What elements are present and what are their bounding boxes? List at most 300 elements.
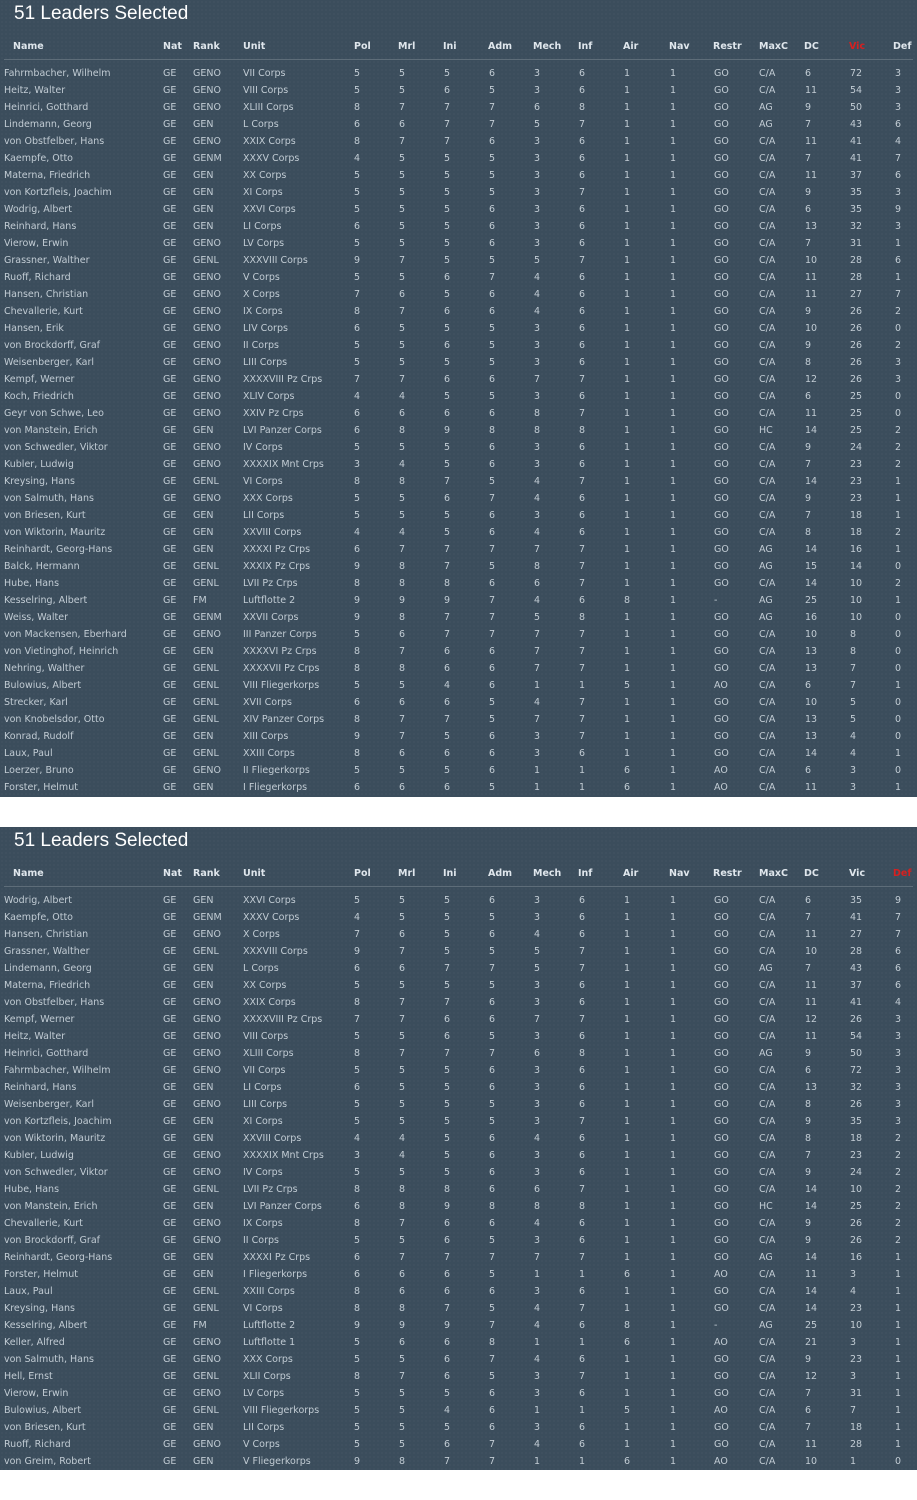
cell-inf: 6 xyxy=(579,238,586,249)
cell-dc: 11 xyxy=(805,170,818,181)
column-header-vic[interactable]: Vic xyxy=(849,868,866,879)
cell-pol: 6 xyxy=(354,963,361,974)
column-header-mech[interactable]: Mech xyxy=(533,868,562,879)
table-row[interactable] xyxy=(0,1455,917,1472)
column-header-air[interactable]: Air xyxy=(623,41,639,52)
column-header-ini[interactable]: Ini xyxy=(443,41,457,52)
table-row[interactable] xyxy=(0,543,917,560)
cell-air: 1 xyxy=(624,476,631,487)
cell-vic: 28 xyxy=(850,272,863,283)
cell-pol: 5 xyxy=(354,1031,361,1042)
cell-restr: GO xyxy=(714,204,729,215)
cell-adm: 5 xyxy=(489,391,496,402)
table-row[interactable] xyxy=(0,492,917,509)
cell-unit: X Corps xyxy=(243,929,280,940)
cell-restr: GO xyxy=(714,544,729,555)
table-row[interactable] xyxy=(0,1030,917,1047)
cell-name: Reinhardt, Georg-Hans xyxy=(4,544,113,555)
cell-restr: GO xyxy=(714,1099,729,1110)
column-header-def[interactable]: Def xyxy=(893,41,912,52)
cell-restr: GO xyxy=(714,476,729,487)
cell-nat: GE xyxy=(163,187,177,198)
cell-name: Reinhardt, Georg-Hans xyxy=(4,1252,113,1263)
table-row[interactable] xyxy=(0,441,917,458)
cell-nav: 1 xyxy=(670,340,677,351)
column-header-rank[interactable]: Rank xyxy=(193,868,220,879)
cell-nat: GE xyxy=(163,748,177,759)
column-header-adm[interactable]: Adm xyxy=(488,41,513,52)
cell-air: 1 xyxy=(624,1235,631,1246)
table-row[interactable] xyxy=(0,526,917,543)
cell-air: 1 xyxy=(624,374,631,385)
table-row[interactable] xyxy=(0,1149,917,1166)
cell-restr: GO xyxy=(714,714,729,725)
cell-adm: 6 xyxy=(489,646,496,657)
header-divider xyxy=(4,886,913,887)
table-row[interactable] xyxy=(0,594,917,611)
table-row[interactable] xyxy=(0,1064,917,1081)
cell-ini: 5 xyxy=(444,765,451,776)
table-row[interactable] xyxy=(0,577,917,594)
table-row[interactable] xyxy=(0,1115,917,1132)
column-header-ini[interactable]: Ini xyxy=(443,868,457,879)
cell-nav: 1 xyxy=(670,153,677,164)
cell-restr: GO xyxy=(714,1286,729,1297)
cell-pol: 6 xyxy=(354,425,361,436)
cell-unit: XIII Corps xyxy=(243,731,289,742)
column-header-maxc[interactable]: MaxC xyxy=(759,868,788,879)
cell-air: 1 xyxy=(624,697,631,708)
cell-mrl: 8 xyxy=(399,1201,406,1212)
cell-def: 6 xyxy=(895,963,902,974)
table-row[interactable] xyxy=(0,186,917,203)
table-row[interactable] xyxy=(0,1234,917,1251)
table-row[interactable] xyxy=(0,1319,917,1336)
table-row[interactable] xyxy=(0,305,917,322)
cell-nav: 1 xyxy=(670,493,677,504)
cell-restr: GO xyxy=(714,1252,729,1263)
cell-pol: 6 xyxy=(354,544,361,555)
table-row[interactable] xyxy=(0,1183,917,1200)
table-row[interactable] xyxy=(0,1421,917,1438)
cell-name: von Greim, Robert xyxy=(4,1456,91,1467)
column-header-name[interactable]: Name xyxy=(13,41,44,52)
cell-def: 2 xyxy=(895,459,902,470)
cell-pol: 8 xyxy=(354,1303,361,1314)
cell-air: 1 xyxy=(624,1184,631,1195)
cell-inf: 6 xyxy=(579,1388,586,1399)
cell-mech: 6 xyxy=(534,102,541,113)
column-header-rank[interactable]: Rank xyxy=(193,41,220,52)
cell-nav: 1 xyxy=(670,323,677,334)
table-row[interactable] xyxy=(0,288,917,305)
cell-inf: 7 xyxy=(579,629,586,640)
column-header-nav[interactable]: Nav xyxy=(669,41,690,52)
cell-vic: 54 xyxy=(850,1031,863,1042)
cell-mrl: 7 xyxy=(399,544,406,555)
cell-maxc: C/A xyxy=(759,153,776,164)
cell-nat: GE xyxy=(163,663,177,674)
cell-nat: GE xyxy=(163,1167,177,1178)
cell-dc: 8 xyxy=(805,357,812,368)
table-row[interactable] xyxy=(0,996,917,1013)
cell-adm: 6 xyxy=(489,68,496,79)
cell-adm: 7 xyxy=(489,102,496,113)
cell-mrl: 7 xyxy=(399,306,406,317)
cell-vic: 25 xyxy=(850,408,863,419)
cell-adm: 5 xyxy=(489,357,496,368)
table-row[interactable] xyxy=(0,611,917,628)
cell-nat: GE xyxy=(163,1116,177,1127)
table-row[interactable] xyxy=(0,747,917,764)
column-header-unit[interactable]: Unit xyxy=(243,868,266,879)
cell-rank: GEN xyxy=(193,731,214,742)
column-header-def[interactable]: Def xyxy=(893,868,912,879)
table-row[interactable] xyxy=(0,152,917,169)
table-row[interactable] xyxy=(0,356,917,373)
cell-name: Geyr von Schwe, Leo xyxy=(4,408,104,419)
table-row[interactable] xyxy=(0,713,917,730)
cell-restr: GO xyxy=(714,946,729,957)
table-row[interactable] xyxy=(0,169,917,186)
cell-restr: GO xyxy=(714,289,729,300)
cell-inf: 7 xyxy=(579,646,586,657)
cell-nat: GE xyxy=(163,425,177,436)
table-row[interactable] xyxy=(0,1370,917,1387)
cell-air: 1 xyxy=(624,289,631,300)
cell-dc: 8 xyxy=(805,527,812,538)
column-header-adm[interactable]: Adm xyxy=(488,868,513,879)
column-header-inf[interactable]: Inf xyxy=(578,41,593,52)
table-row[interactable] xyxy=(0,1251,917,1268)
cell-rank: GEN xyxy=(193,1269,214,1280)
column-header-dc[interactable]: DC xyxy=(804,41,819,52)
table-row[interactable] xyxy=(0,339,917,356)
table-row[interactable] xyxy=(0,322,917,339)
cell-air: 1 xyxy=(624,1099,631,1110)
cell-pol: 3 xyxy=(354,459,361,470)
cell-unit: XXXXIX Mnt Crps xyxy=(243,1150,324,1161)
cell-nat: GE xyxy=(163,1065,177,1076)
cell-vic: 37 xyxy=(850,980,863,991)
cell-name: von Salmuth, Hans xyxy=(4,1354,94,1365)
cell-vic: 41 xyxy=(850,997,863,1008)
cell-nat: GE xyxy=(163,391,177,402)
cell-def: 2 xyxy=(895,527,902,538)
cell-adm: 7 xyxy=(489,963,496,974)
cell-ini: 5 xyxy=(444,1082,451,1093)
cell-pol: 5 xyxy=(354,493,361,504)
table-row[interactable] xyxy=(0,271,917,288)
cell-nat: GE xyxy=(163,136,177,147)
cell-pol: 5 xyxy=(354,1099,361,1110)
table-row[interactable] xyxy=(0,475,917,492)
cell-mech: 4 xyxy=(534,595,541,606)
cell-air: 1 xyxy=(624,1388,631,1399)
cell-maxc: C/A xyxy=(759,374,776,385)
table-row[interactable] xyxy=(0,1285,917,1302)
cell-dc: 21 xyxy=(805,1337,818,1348)
table-row[interactable] xyxy=(0,645,917,662)
cell-adm: 6 xyxy=(489,408,496,419)
cell-ini: 7 xyxy=(444,102,451,113)
cell-maxc: C/A xyxy=(759,476,776,487)
cell-dc: 11 xyxy=(805,289,818,300)
cell-adm: 7 xyxy=(489,1320,496,1331)
cell-dc: 7 xyxy=(805,459,812,470)
column-header-nat[interactable]: Nat xyxy=(163,868,182,879)
table-row[interactable] xyxy=(0,135,917,152)
table-row[interactable] xyxy=(0,67,917,84)
cell-dc: 9 xyxy=(805,1116,812,1127)
table-row[interactable] xyxy=(0,84,917,101)
column-header-restr[interactable]: Restr xyxy=(713,41,742,52)
cell-unit: IX Corps xyxy=(243,306,283,317)
cell-pol: 7 xyxy=(354,929,361,940)
cell-maxc: C/A xyxy=(759,782,776,793)
cell-nat: GE xyxy=(163,697,177,708)
column-header-nav[interactable]: Nav xyxy=(669,868,690,879)
cell-rank: GEN xyxy=(193,510,214,521)
cell-nat: GE xyxy=(163,68,177,79)
table-row[interactable] xyxy=(0,730,917,747)
cell-ini: 5 xyxy=(444,442,451,453)
cell-unit: I Fliegerkorps xyxy=(243,1269,308,1280)
cell-vic: 23 xyxy=(850,459,863,470)
cell-mrl: 9 xyxy=(399,595,406,606)
cell-dc: 13 xyxy=(805,663,818,674)
cell-name: Hell, Ernst xyxy=(4,1371,53,1382)
table-row[interactable] xyxy=(0,1336,917,1353)
table-row[interactable] xyxy=(0,1132,917,1149)
table-row[interactable] xyxy=(0,1268,917,1285)
cell-vic: 32 xyxy=(850,221,863,232)
cell-maxc: AG xyxy=(759,595,773,606)
table-row[interactable] xyxy=(0,509,917,526)
table-row[interactable] xyxy=(0,1387,917,1404)
table-row[interactable] xyxy=(0,118,917,135)
cell-mrl: 8 xyxy=(399,561,406,572)
cell-pol: 5 xyxy=(354,68,361,79)
table-row[interactable] xyxy=(0,424,917,441)
cell-adm: 6 xyxy=(489,289,496,300)
cell-restr: GO xyxy=(714,1235,729,1246)
cell-ini: 5 xyxy=(444,946,451,957)
table-row[interactable] xyxy=(0,1302,917,1319)
cell-adm: 6 xyxy=(489,997,496,1008)
table-row[interactable] xyxy=(0,1200,917,1217)
cell-maxc: C/A xyxy=(759,680,776,691)
cell-vic: 31 xyxy=(850,238,863,249)
cell-inf: 6 xyxy=(579,1150,586,1161)
cell-nat: GE xyxy=(163,895,177,906)
column-header-maxc[interactable]: MaxC xyxy=(759,41,788,52)
table-row[interactable] xyxy=(0,1013,917,1030)
cell-nat: GE xyxy=(163,153,177,164)
cell-name: Heitz, Walter xyxy=(4,85,66,96)
cell-mech: 1 xyxy=(534,782,541,793)
leader-table xyxy=(0,67,917,798)
table-row[interactable] xyxy=(0,203,917,220)
cell-def: 1 xyxy=(895,1337,902,1348)
cell-nat: GE xyxy=(163,374,177,385)
cell-nav: 1 xyxy=(670,1456,677,1467)
cell-ini: 5 xyxy=(444,255,451,266)
table-row[interactable] xyxy=(0,962,917,979)
cell-nat: GE xyxy=(163,1422,177,1433)
table-row[interactable] xyxy=(0,1081,917,1098)
table-row[interactable] xyxy=(0,628,917,645)
cell-unit: V Corps xyxy=(243,272,280,283)
cell-rank: GEN xyxy=(193,119,214,130)
column-header-air[interactable]: Air xyxy=(623,868,639,879)
cell-air: 1 xyxy=(624,1218,631,1229)
cell-nav: 1 xyxy=(670,1167,677,1178)
cell-name: Kesselring, Albert xyxy=(4,1320,88,1331)
cell-ini: 5 xyxy=(444,357,451,368)
cell-air: 1 xyxy=(624,1303,631,1314)
cell-rank: GENO xyxy=(193,1235,221,1246)
cell-restr: GO xyxy=(714,170,729,181)
cell-dc: 6 xyxy=(805,1065,812,1076)
cell-ini: 7 xyxy=(444,963,451,974)
cell-def: 1 xyxy=(895,238,902,249)
cell-dc: 11 xyxy=(805,408,818,419)
column-header-pol[interactable]: Pol xyxy=(354,41,371,52)
cell-unit: Luftflotte 1 xyxy=(243,1337,296,1348)
cell-pol: 8 xyxy=(354,306,361,317)
cell-adm: 6 xyxy=(489,1388,496,1399)
table-row[interactable] xyxy=(0,237,917,254)
cell-unit: XXXVIII Corps xyxy=(243,946,308,957)
cell-air: 1 xyxy=(624,340,631,351)
table-row[interactable] xyxy=(0,662,917,679)
cell-pol: 8 xyxy=(354,1371,361,1382)
cell-pol: 9 xyxy=(354,1320,361,1331)
table-row[interactable] xyxy=(0,911,917,928)
column-header-restr[interactable]: Restr xyxy=(713,868,742,879)
table-row[interactable] xyxy=(0,781,917,798)
cell-name: Weisenberger, Karl xyxy=(4,357,94,368)
column-header-nat[interactable]: Nat xyxy=(163,41,182,52)
cell-restr: GO xyxy=(714,561,729,572)
table-row[interactable] xyxy=(0,407,917,424)
table-row[interactable] xyxy=(0,1353,917,1370)
table-row[interactable] xyxy=(0,220,917,237)
cell-adm: 6 xyxy=(489,929,496,940)
table-row[interactable] xyxy=(0,373,917,390)
cell-unit: XXIX Corps xyxy=(243,136,296,147)
table-row[interactable] xyxy=(0,1166,917,1183)
cell-air: 1 xyxy=(624,442,631,453)
cell-rank: GEN xyxy=(193,1422,214,1433)
cell-vic: 18 xyxy=(850,1133,863,1144)
cell-adm: 6 xyxy=(489,1218,496,1229)
table-row[interactable] xyxy=(0,764,917,781)
cell-mrl: 5 xyxy=(399,1099,406,1110)
cell-restr: GO xyxy=(714,1371,729,1382)
cell-maxc: AG xyxy=(759,612,773,623)
cell-nav: 1 xyxy=(670,1388,677,1399)
column-header-vic[interactable]: Vic xyxy=(849,41,866,52)
cell-restr: GO xyxy=(714,1014,729,1025)
cell-ini: 5 xyxy=(444,510,451,521)
cell-vic: 23 xyxy=(850,476,863,487)
cell-pol: 7 xyxy=(354,1014,361,1025)
cell-nav: 1 xyxy=(670,612,677,623)
cell-mech: 3 xyxy=(534,1286,541,1297)
cell-inf: 6 xyxy=(579,1133,586,1144)
table-row[interactable] xyxy=(0,254,917,271)
cell-def: 2 xyxy=(895,1150,902,1161)
column-header-unit[interactable]: Unit xyxy=(243,41,266,52)
table-row[interactable] xyxy=(0,560,917,577)
column-header-pol[interactable]: Pol xyxy=(354,868,371,879)
cell-rank: FM xyxy=(193,595,207,606)
column-header-dc[interactable]: DC xyxy=(804,868,819,879)
table-row[interactable] xyxy=(0,101,917,118)
cell-mrl: 6 xyxy=(399,697,406,708)
cell-air: 1 xyxy=(624,963,631,974)
cell-nav: 1 xyxy=(670,1150,677,1161)
cell-def: 1 xyxy=(895,595,902,606)
cell-maxc: C/A xyxy=(759,1184,776,1195)
table-row[interactable] xyxy=(0,458,917,475)
cell-inf: 6 xyxy=(579,493,586,504)
cell-air: 1 xyxy=(624,1133,631,1144)
cell-unit: XXXXIX Mnt Crps xyxy=(243,459,324,470)
table-row[interactable] xyxy=(0,945,917,962)
cell-name: Hube, Hans xyxy=(4,1184,60,1195)
cell-dc: 12 xyxy=(805,1371,818,1382)
cell-ini: 6 xyxy=(444,85,451,96)
table-row[interactable] xyxy=(0,679,917,696)
table-row[interactable] xyxy=(0,1404,917,1421)
table-row[interactable] xyxy=(0,696,917,713)
cell-name: Konrad, Rudolf xyxy=(4,731,74,742)
column-header-mech[interactable]: Mech xyxy=(533,41,562,52)
cell-nav: 1 xyxy=(670,578,677,589)
cell-name: Kreysing, Hans xyxy=(4,1303,76,1314)
table-row[interactable] xyxy=(0,390,917,407)
table-row[interactable] xyxy=(0,1098,917,1115)
cell-maxc: AG xyxy=(759,119,773,130)
cell-rank: GENO xyxy=(193,85,221,96)
table-row[interactable] xyxy=(0,1438,917,1455)
cell-air: 1 xyxy=(624,980,631,991)
cell-def: 3 xyxy=(895,1116,902,1127)
column-header-mrl[interactable]: Mrl xyxy=(398,868,416,879)
column-header-inf[interactable]: Inf xyxy=(578,868,593,879)
table-row[interactable] xyxy=(0,894,917,911)
table-row[interactable] xyxy=(0,928,917,945)
cell-mech: 3 xyxy=(534,340,541,351)
column-header-mrl[interactable]: Mrl xyxy=(398,41,416,52)
cell-ini: 7 xyxy=(444,476,451,487)
cell-inf: 8 xyxy=(579,612,586,623)
cell-mech: 4 xyxy=(534,476,541,487)
cell-rank: GEN xyxy=(193,221,214,232)
table-row[interactable] xyxy=(0,1047,917,1064)
cell-name: von Brockdorff, Graf xyxy=(4,1235,100,1246)
table-row[interactable] xyxy=(0,1217,917,1234)
cell-ini: 5 xyxy=(444,1116,451,1127)
table-row[interactable] xyxy=(0,979,917,996)
cell-maxc: C/A xyxy=(759,646,776,657)
column-header-name[interactable]: Name xyxy=(13,868,44,879)
cell-nat: GE xyxy=(163,544,177,555)
cell-inf: 7 xyxy=(579,1252,586,1263)
